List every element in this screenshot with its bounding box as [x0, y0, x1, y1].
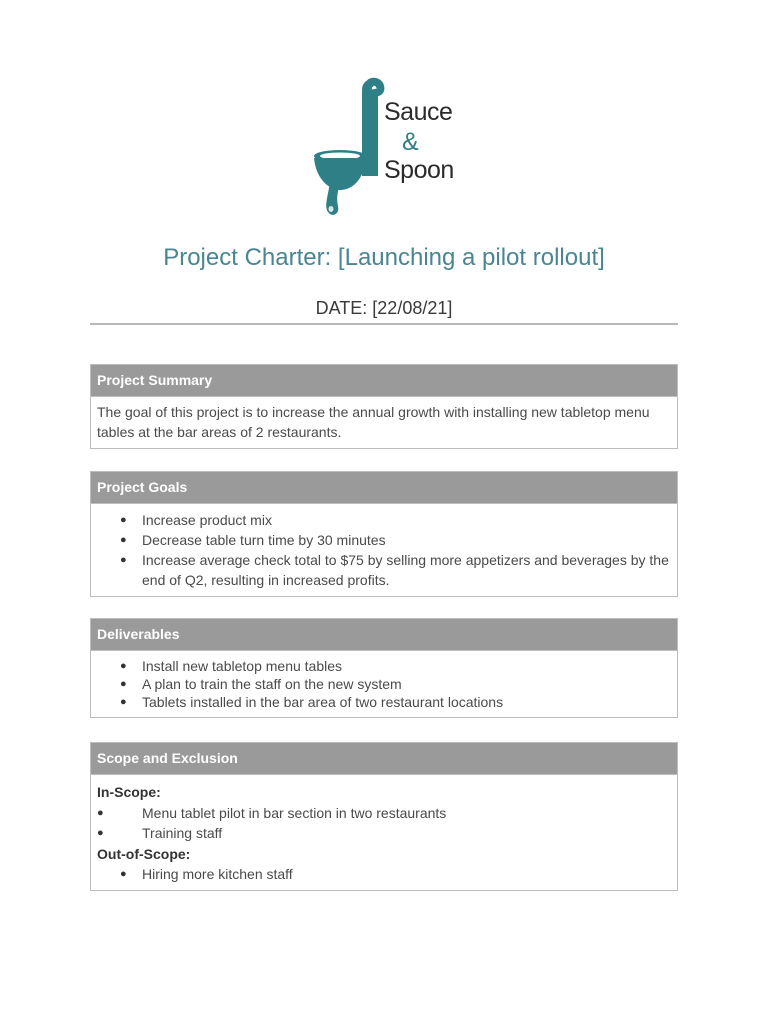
- page-title: Project Charter: [Launching a pilot rollout]: [163, 244, 605, 271]
- list-item: ● Training staff: [97, 823, 669, 844]
- list-item: ● A plan to train the staff on the new system: [97, 675, 669, 693]
- list-item: ● Decrease table turn time by 30 minutes: [97, 530, 669, 550]
- project-summary-heading: Project Summary: [91, 365, 677, 397]
- project-summary-section: [90, 364, 678, 449]
- out-of-scope-list: [97, 864, 669, 885]
- list-item: ● Menu tablet pilot in bar section in two restaurants: [97, 803, 669, 824]
- logo-word-spoon: Spoon: [384, 156, 454, 184]
- project-goals-list: [97, 510, 669, 590]
- project-goals-heading: Project Goals: [91, 472, 677, 504]
- list-item: ● Increase product mix: [97, 510, 669, 530]
- deliverables-section: [90, 618, 678, 718]
- scope-exclusion-section: [90, 742, 678, 891]
- title-divider: [90, 323, 678, 325]
- logo-ampersand: &: [402, 128, 419, 156]
- logo-word-sauce: Sauce: [384, 98, 453, 126]
- in-scope-label: In-Scope:: [97, 784, 161, 800]
- out-of-scope-label: Out-of-Scope:: [97, 845, 191, 862]
- project-goals-section: [90, 471, 678, 597]
- project-summary-text: The goal of this project is to increase the annual growth with installing new tabletop menu tables at the bar areas of 2 restaurants.: [97, 404, 650, 440]
- list-item: ● Hiring more kitchen staff: [97, 864, 669, 885]
- list-item: ● Install new tabletop menu tables: [97, 657, 669, 675]
- deliverables-heading: Deliverables: [91, 619, 677, 651]
- ladle-icon: [300, 72, 390, 222]
- in-scope-list: [97, 803, 669, 844]
- scope-exclusion-heading: Scope and Exclusion: [91, 743, 677, 775]
- list-item: ● Increase average check total to $75 by selling more appetizers and beverages by the end of Q2, resulting in increased profits.: [97, 550, 669, 590]
- document-date: DATE: [22/08/21]: [315, 298, 453, 318]
- list-item: ● Tablets installed in the bar area of two restaurant locations: [97, 693, 669, 711]
- sauce-and-spoon-logo: [300, 72, 470, 222]
- deliverables-list: [97, 657, 669, 711]
